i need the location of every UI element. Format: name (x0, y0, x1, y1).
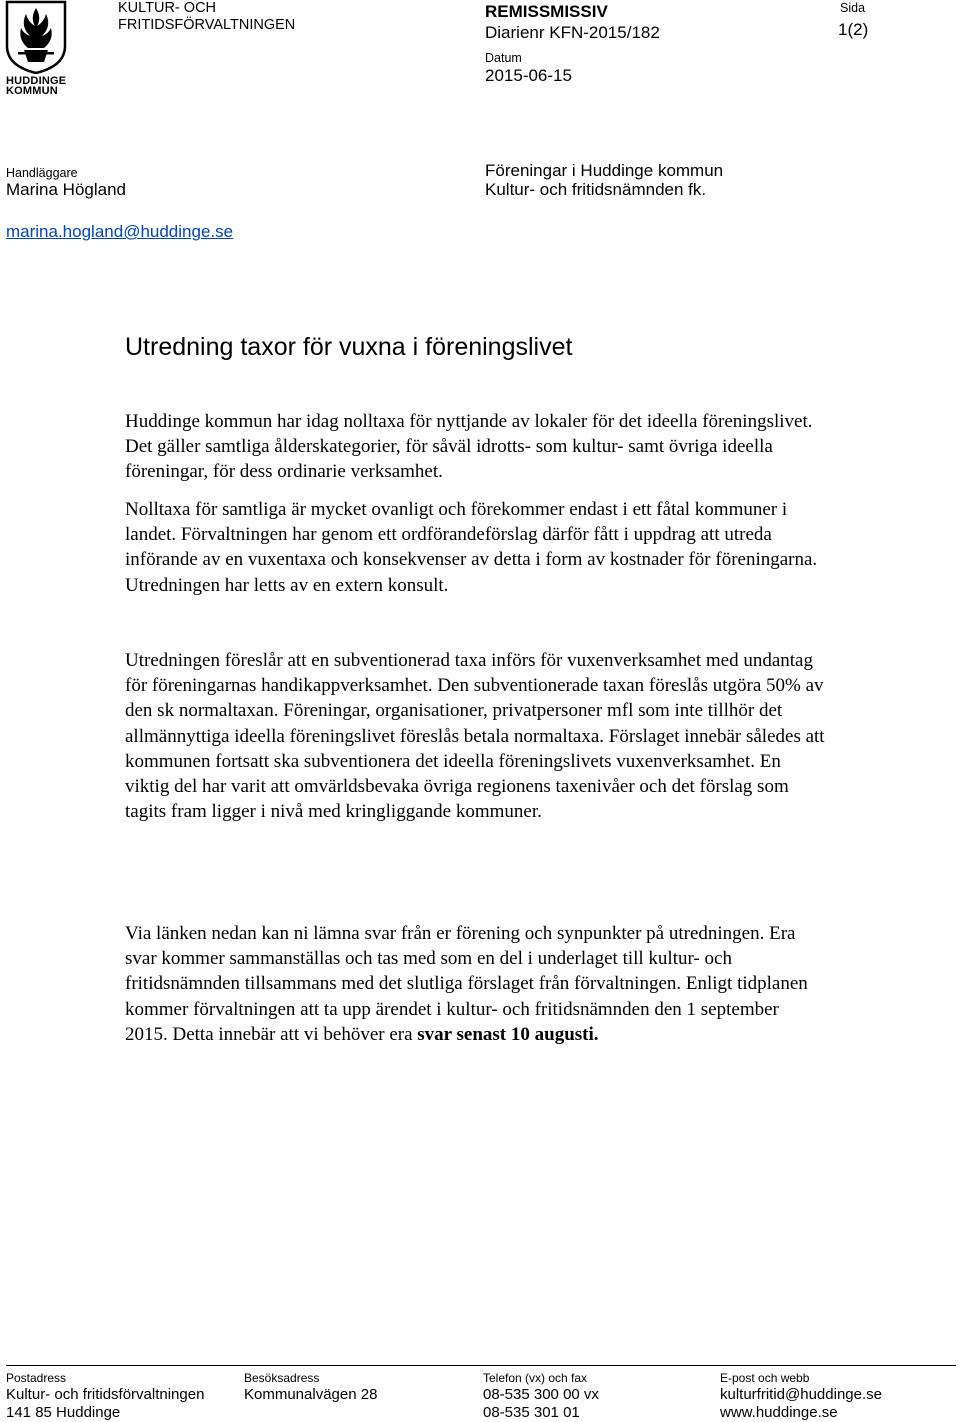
footer-postal (6, 1371, 204, 1422)
phone-line1: 08-535 300 00 vx (483, 1386, 599, 1403)
paragraph-2-text: Nolltaxa för samtliga är mycket ovanligt och förekommer endast i ett fåtal kommuner i landet. Förvaltningen har genom ett ordförandeförslag därför fått i uppdrag att utreda införande av en vuxentaxa och konsekvenser av detta i form av kostnader för föreningarna. Utredningen har letts av en extern konsult. (125, 499, 818, 596)
logo-text (6, 76, 66, 96)
visit-label: Besöksadress (244, 1371, 320, 1385)
paragraph-3-text: Utredningen föreslår att en subventionerad taxa införs för vuxenverksamhet med undantag för föreningarnas handikappverksamhet. Den subventionerade taxan föreslås utgöra 50% av den sk normaltaxan. Föreningar, organisationer, privatpersoner mfl som inte tillhör det allmännyttiga ideella föreningslivet föreslås betala normaltaxa. Förslaget innebär således att kommunen fortsatt ska subventionera det ideella föreningslivets vuxenverksamhet. En viktig del har varit att omvärldsbevaka övriga regionens taxenivåer och det förslag som tagits fram ligger i nivå med kringliggande kommuner. (125, 650, 825, 823)
footer-visit (244, 1371, 377, 1404)
diary-number: Diarienr KFN-2015/182 (485, 23, 660, 42)
paragraph-1-text: Huddinge kommun har idag nolltaxa för nyttjande av lokaler för det ideella föreningslivet. Det gäller samtliga ålderskategorier, för såväl idrotts- som kultur- samt övriga ideella föreningar, för dess ordinarie verksamhet. (125, 411, 813, 483)
postal-line2: 141 85 Huddinge (6, 1404, 121, 1421)
recipient-line2: Kultur- och fritidsnämnden fk. (485, 180, 707, 199)
postal-line1: Kultur- och fritidsförvaltningen (6, 1386, 205, 1403)
visit-line1: Kommunalvägen 28 (244, 1386, 378, 1403)
email-web-label: E-post och webb (720, 1371, 810, 1385)
paragraph-2 (125, 497, 825, 598)
phone-label: Telefon (vx) och fax (483, 1371, 588, 1385)
paragraph-4 (125, 921, 825, 1047)
footer-web-link[interactable]: www.huddinge.se (720, 1404, 838, 1421)
fax-line2: 08-535 301 01 (483, 1404, 580, 1421)
page-number: 1(2) (838, 20, 869, 39)
handler-name: Marina Högland (6, 180, 127, 199)
department (118, 0, 295, 34)
document-type: REMISSMISSIV (485, 2, 608, 21)
footer-email-web (720, 1371, 882, 1422)
department-line1: KULTUR- OCH (118, 0, 217, 16)
footer-email-link[interactable]: kulturfritid@huddinge.se (720, 1386, 882, 1403)
coat-of-arms-icon (4, 0, 68, 74)
handler-email-link[interactable]: marina.hogland@huddinge.se (6, 222, 234, 241)
document-title: Utredning taxor för vuxna i föreningslivet (125, 333, 573, 361)
footer-phone (483, 1371, 599, 1422)
date-label: Datum (485, 51, 522, 65)
recipient-line1: Föreningar i Huddinge kommun (485, 161, 724, 180)
logo-text-line1: HUDDINGE (6, 75, 67, 87)
paragraph-4-text (125, 921, 825, 1047)
page-label: Sida (840, 1, 866, 15)
paragraph-4-main: Via länken nedan kan ni lämna svar från er förening och synpunkter på utredningen. Era svar kommer sammanställas och tas med som en del i underlaget till kultur- och fritidsnämnden tillsammans med det slutliga förslaget från förvaltningen. Enligt tidplanen kommer förvaltningen att ta upp ärendet i kultur- och fritidsnämnden den 1 september 2015. Detta innebär att vi behöver era (125, 923, 808, 1045)
postal-label: Postadress (6, 1371, 67, 1385)
paragraph-1 (125, 409, 825, 485)
paragraph-3 (125, 648, 825, 824)
handler-label: Handläggare (6, 166, 78, 180)
date-value: 2015-06-15 (485, 66, 572, 85)
department-line2: FRITIDSFÖRVALTNINGEN (118, 17, 296, 33)
logo-text-line2: KOMMUN (6, 85, 58, 97)
deadline-emphasis: svar senast 10 augusti. (417, 1023, 599, 1045)
footer-divider (6, 1365, 956, 1366)
